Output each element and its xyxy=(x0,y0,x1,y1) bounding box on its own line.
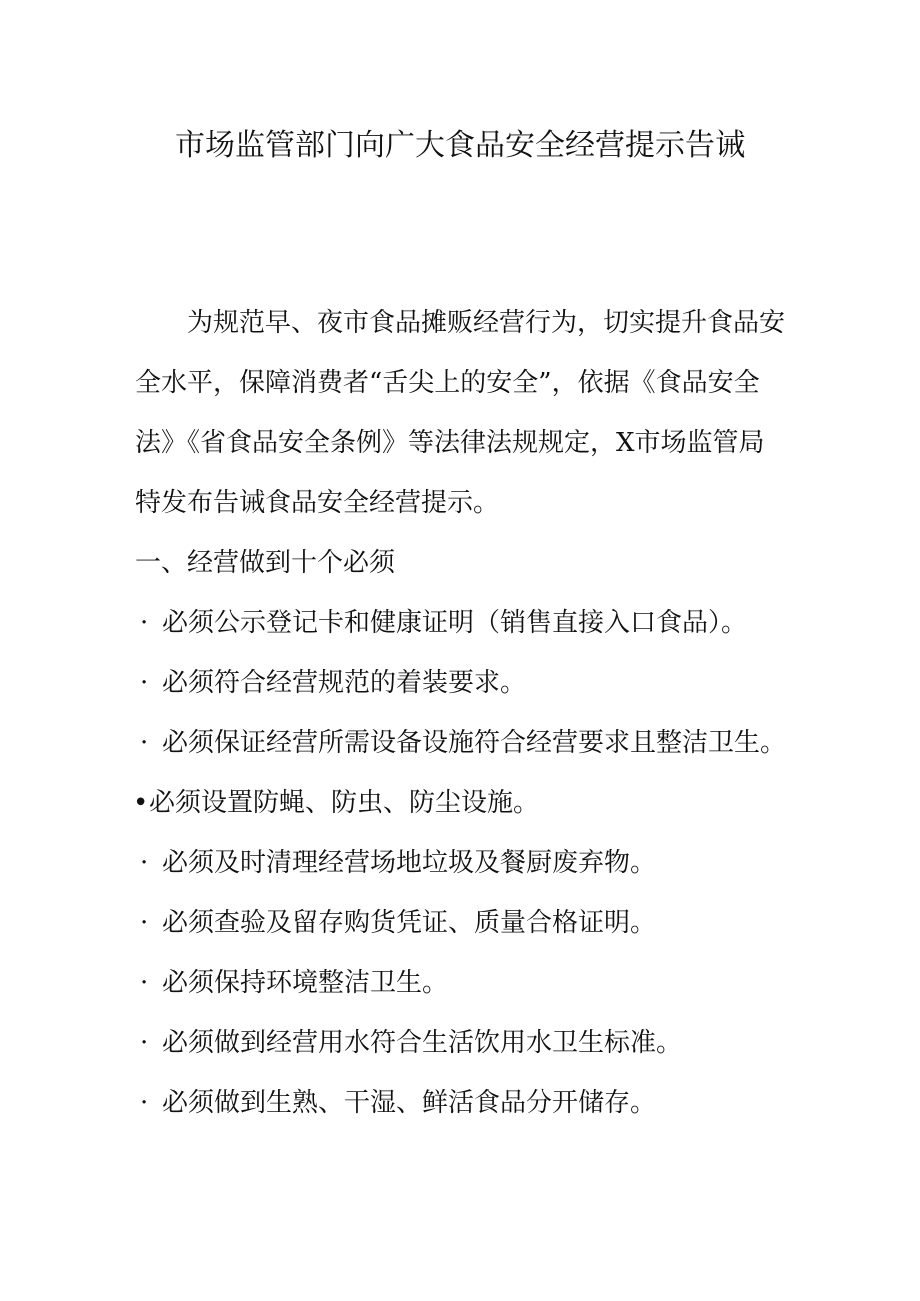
list-item xyxy=(140,608,747,638)
list-item xyxy=(140,1088,656,1118)
list-item xyxy=(140,1028,682,1058)
bullet-icon: · xyxy=(140,848,149,878)
section-heading: 一、经营做到十个必须 xyxy=(135,548,396,578)
list-item xyxy=(140,668,526,698)
bullet-icon: · xyxy=(140,968,149,998)
bullet-icon: • xyxy=(133,788,149,818)
intro-line-4: 特发布告诫食品安全经营提示。 xyxy=(135,488,500,518)
intro-line-1: 为规范早、夜市食品摊贩经营行为，切实提升食品安 xyxy=(135,308,786,338)
list-item-text: 必须设置防蝇、防虫、防尘设施。 xyxy=(149,788,540,818)
list-item-text: 必须查验及留存购货凭证、质量合格证明。 xyxy=(162,908,657,938)
page-title: 市场监管部门向广大食品安全经营提示告诫 xyxy=(175,128,745,163)
bullet-icon: · xyxy=(140,908,149,938)
intro-line-3: 法》《省食品安全条例》等法律法规规定，X市场监管局 xyxy=(135,428,765,458)
list-item-text: 必须及时清理经营场地垃圾及餐厨废弃物。 xyxy=(162,848,657,878)
list-item xyxy=(133,788,539,818)
list-item xyxy=(140,968,448,998)
list-item xyxy=(140,908,656,938)
list-item-text: 必须公示登记卡和健康证明（销售直接入口食品）。 xyxy=(162,608,748,638)
list-item-text: 必须保持环境整洁卫生。 xyxy=(162,968,449,998)
list-item xyxy=(140,848,656,878)
bullet-icon: · xyxy=(140,608,149,638)
list-item-text: 必须做到经营用水符合生活饮用水卫生标准。 xyxy=(162,1028,683,1058)
list-item-text: 必须符合经营规范的着装要求。 xyxy=(162,668,527,698)
bullet-icon: · xyxy=(140,668,149,698)
bullet-icon: · xyxy=(140,1028,149,1058)
list-item-text: 必须做到生熟、干湿、鲜活食品分开储存。 xyxy=(162,1088,657,1118)
intro-line-2: 全水平，保障消费者“舌尖上的安全”，依据《食品安全 xyxy=(135,368,760,398)
bullet-icon: · xyxy=(140,1088,149,1118)
bullet-icon: · xyxy=(140,728,149,758)
list-item-text: 必须保证经营所需设备设施符合经营要求且整洁卫生。 xyxy=(162,728,787,758)
list-item xyxy=(140,728,786,758)
